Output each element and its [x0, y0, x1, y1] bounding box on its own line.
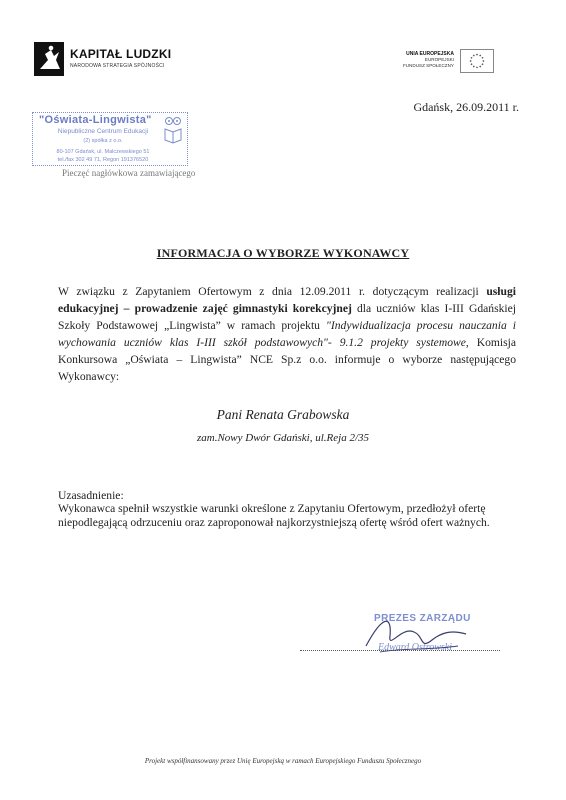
eu-line1: UNIA EUROPEJSKA	[406, 51, 454, 57]
document-date: Gdańsk, 26.09.2011 r.	[413, 100, 519, 114]
eu-line3: FUNDUSZ SPOŁECZNY	[402, 63, 454, 68]
stamp-line-2: Niepubliczne Centrum Edukacji	[57, 128, 149, 135]
signature-stamp-name: Edward Ostrowski	[378, 642, 452, 653]
justification-text: Wykonawca spełnił wszystkie warunki określone z Zapytaniu Ofertowym, przedłożył ofertę niepodlegającą odrzuceniu oraz zaproponował najkorzystniejszą ofertę wśród ofert ważnych.	[58, 502, 490, 529]
eu-line2: EUROPEJSKI	[424, 57, 454, 62]
body-part-2: dla uczniów klas I-III Gdańskiej Szkoły Podstawowej „Lingwista” w ramach projektu	[58, 302, 516, 332]
body-project-italic: "Indywidualizacja procesu nauczania i wychowania uczniów klas I-III szkół podstawowych"- 9.1.2 projekty systemowe	[58, 319, 516, 349]
eu-logo	[392, 49, 522, 79]
body-part-1: W związku z Zapytaniem Ofertowym z dnia 12.09.2011 r. dotyczącym realizacji	[58, 285, 487, 298]
logo-subtitle: NARODOWA STRATEGIA SPÓJNOŚCI	[70, 63, 165, 69]
logo-title: KAPITAŁ LUDZKI	[70, 47, 172, 61]
stamp-caption: Pieczęć nagłówkowa zamawiającego	[62, 168, 196, 178]
stamp-line-4: 80-107 Gdańsk, ul. Malczewskiego 51	[56, 149, 150, 155]
stamp-company-name: "Oświata-Lingwista"	[39, 114, 152, 126]
eu-flag-icon	[460, 49, 494, 73]
winner-address: zam.Nowy Dwór Gdański, ul.Reja 2/35	[196, 432, 370, 444]
handwritten-signature	[362, 606, 472, 662]
document-heading: INFORMACJA O WYBORZE WYKONAWCY	[156, 246, 410, 260]
kapital-ludzki-logo	[34, 42, 184, 82]
company-stamp	[32, 112, 188, 166]
body-paragraph	[58, 283, 516, 385]
body-service-bold: usługi edukacyjnej – prowadzenie zajęć gimnastyki korekcyjnej	[58, 285, 516, 315]
winner-name: Pani Renata Grabowska	[216, 407, 350, 422]
justification-label: Uzasadnienie:	[58, 489, 124, 502]
footer-note: Projekt współfinansowany przez Unię Europejską w ramach Europejskiego Funduszu Społecznego	[144, 757, 422, 765]
stamp-line-5: tel./fax 302 49 71, Regon 191376520	[57, 157, 149, 163]
kapital-ludzki-mark-icon	[34, 42, 64, 76]
owl-book-icon	[163, 115, 183, 145]
stamp-line-3: (2) spółka z o.o.	[83, 138, 123, 144]
body-part-3: , Komisja Konkursowa „Oświata – Lingwista” NCE Sp.z o.o. informuje o wyborze następującego Wykonawcy:	[58, 336, 516, 383]
signature-stamp-title: PREZES ZARZĄDU	[374, 613, 471, 624]
